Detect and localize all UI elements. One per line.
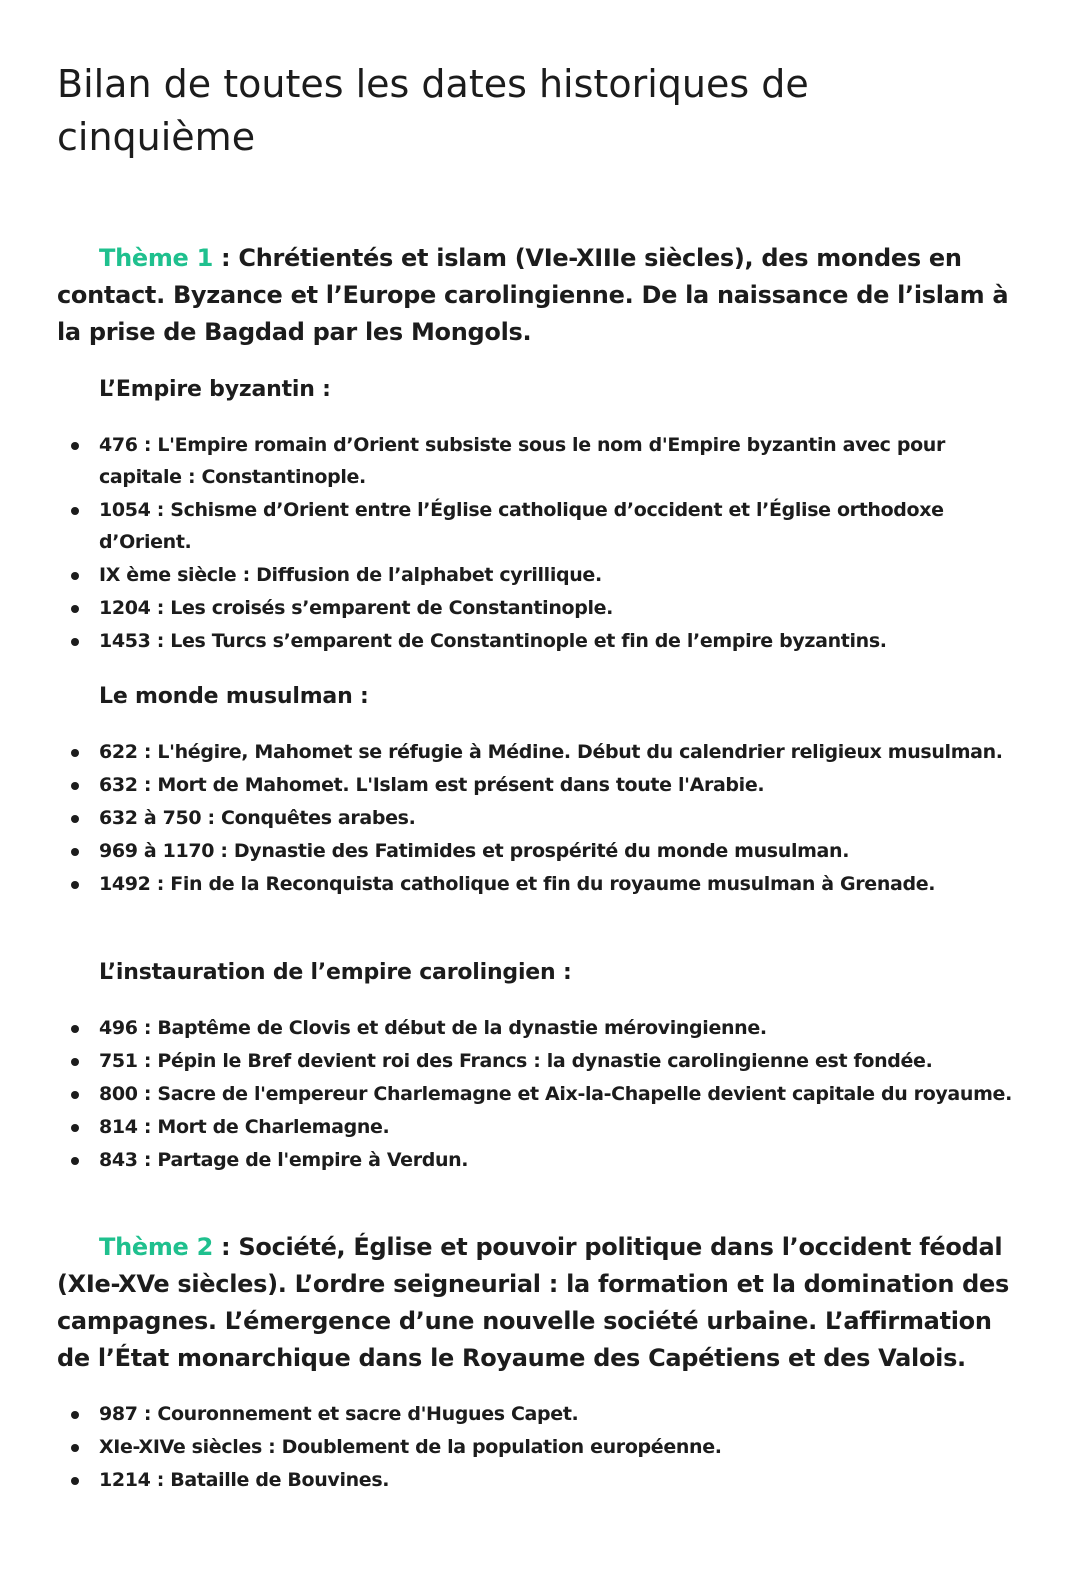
list-empire-byzantin <box>57 429 1023 658</box>
section-heading-monde-musulman: Le monde musulman : <box>99 684 369 709</box>
bullet-icon <box>71 1124 79 1132</box>
theme-2-label: Thème 2 <box>99 1233 213 1261</box>
list-item: 632 à 750 : Conquêtes arabes. <box>57 802 1023 834</box>
bullet-icon <box>71 507 79 515</box>
list-item: XIe-XIVe siècles : Doublement de la population européenne. <box>57 1431 1023 1463</box>
list-item: 632 : Mort de Mahomet. L'Islam est présent dans toute l'Arabie. <box>57 769 1023 801</box>
list-item: 843 : Partage de l'empire à Verdun. <box>57 1144 1023 1176</box>
bullet-icon <box>71 1444 79 1452</box>
section-heading-empire-carolingien: L’instauration de l’empire carolingien : <box>99 960 572 985</box>
list-item: IX ème siècle : Diffusion de l’alphabet cyrillique. <box>57 559 1023 591</box>
bullet-icon <box>71 881 79 889</box>
list-item: 1214 : Bataille de Bouvines. <box>57 1464 1023 1496</box>
bullet-icon <box>71 815 79 823</box>
bullet-icon <box>71 848 79 856</box>
bullet-icon <box>71 442 79 450</box>
page-title: Bilan de toutes les dates historiques de cinquième <box>57 62 809 159</box>
bullet-icon <box>71 1091 79 1099</box>
list-monde-musulman <box>57 736 1023 901</box>
bullet-icon <box>71 1025 79 1033</box>
list-item: 1453 : Les Turcs s’emparent de Constantinople et fin de l’empire byzantins. <box>57 625 1023 657</box>
bullet-icon <box>71 1157 79 1165</box>
bullet-icon <box>71 638 79 646</box>
list-item: 800 : Sacre de l'empereur Charlemagne et Aix-la-Chapelle devient capitale du royaume. <box>57 1078 1023 1110</box>
list-theme-2 <box>57 1398 1023 1497</box>
bullet-icon <box>71 749 79 757</box>
theme-1-label: Thème 1 <box>99 244 213 272</box>
list-item: 814 : Mort de Charlemagne. <box>57 1111 1023 1143</box>
list-empire-carolingien <box>57 1012 1023 1177</box>
bullet-icon <box>71 1411 79 1419</box>
section-heading-empire-byzantin: L’Empire byzantin : <box>99 377 331 402</box>
theme-2-heading <box>57 1229 1023 1377</box>
list-item: 969 à 1170 : Dynastie des Fatimides et prospérité du monde musulman. <box>57 835 1023 867</box>
bullet-icon <box>71 572 79 580</box>
list-item: 622 : L'hégire, Mahomet se réfugie à Médine. Début du calendrier religieux musulman. <box>57 736 1023 768</box>
list-item: 751 : Pépin le Bref devient roi des Francs : la dynastie carolingienne est fondée. <box>57 1045 1023 1077</box>
list-item: 496 : Baptême de Clovis et début de la dynastie mérovingienne. <box>57 1012 1023 1044</box>
theme-2-description: : Société, Église et pouvoir politique dans l’occident féodal (XIe-XVe siècles). L’ordre seigneurial : la formation et la domination des campagnes. L’émergence d’une nouvelle société urbaine. L’affirmation de l’État monarchique dans le Royaume des Capétiens et des Valois. <box>57 1233 1010 1372</box>
list-item: 1204 : Les croisés s’emparent de Constantinople. <box>57 592 1023 624</box>
theme-1-heading <box>57 240 1023 351</box>
list-item: 987 : Couronnement et sacre d'Hugues Capet. <box>57 1398 1023 1430</box>
list-item: 1054 : Schisme d’Orient entre l’Église catholique d’occident et l’Église orthodoxe d’Orient. <box>57 494 1023 558</box>
theme-1-description: : Chrétientés et islam (VIe-XIIIe siècles), des mondes en contact. Byzance et l’Europe carolingienne. De la naissance de l’islam à la prise de Bagdad par les Mongols. <box>57 244 1009 346</box>
bullet-icon <box>71 1477 79 1485</box>
list-item: 1492 : Fin de la Reconquista catholique et fin du royaume musulman à Grenade. <box>57 868 1023 900</box>
bullet-icon <box>71 1058 79 1066</box>
bullet-icon <box>71 782 79 790</box>
list-item: 476 : L'Empire romain d’Orient subsiste sous le nom d'Empire byzantin avec pour capitale : Constantinople. <box>57 429 1023 493</box>
bullet-icon <box>71 605 79 613</box>
